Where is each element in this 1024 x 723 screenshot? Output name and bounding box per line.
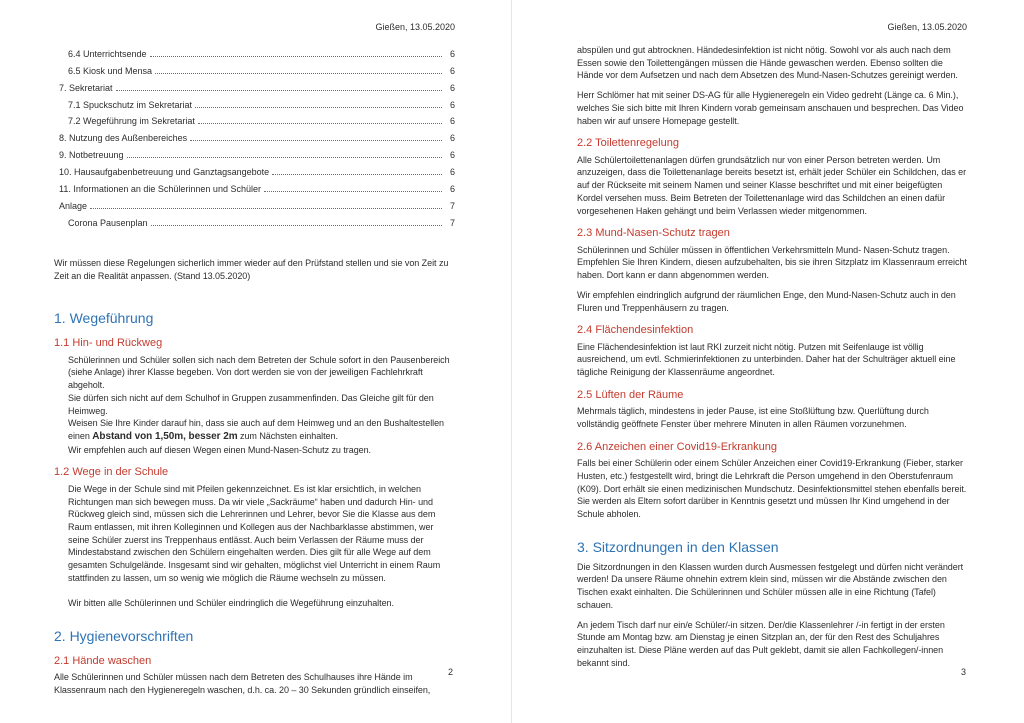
section-heading-wegefuehrung: 1. Wegeführung: [54, 310, 154, 327]
body-paragraph: Alle Schülertoilettenanlagen dürfen grundsätzlich nur von einer Person betreten werden. Um anzuzeigen, dass die Toilettenanlage bereits besetzt ist, erhält jeder Schüler ein Schildchen, das er auf der Rückseite mit seinem Namen und seiner Klasse beschriftet und mit einer beigefügten Kordel versehen muss. Beim Betreten der Toilettenanlage wird das Schildchen an einen dafür vorgesehenen Haken gehängt und beim Verlassen wieder mitgenommen.: [577, 154, 967, 216]
subsection-heading-2-4: 2.4 Flächendesinfektion: [577, 324, 694, 337]
toc-item-label: 6.5 Kiosk und Mensa: [68, 65, 153, 76]
toc-item-label: 6.4 Unterrichtsende: [68, 48, 147, 59]
table-of-contents: [54, 43, 455, 229]
toc-item: [54, 60, 455, 77]
toc-dot-leader: [272, 174, 442, 175]
bold-distance-rule: Abstand von 1,50m, besser 2m: [92, 430, 238, 442]
toc-item: [54, 195, 455, 212]
section-heading-hygienevorschriften: 2. Hygienevorschriften: [54, 627, 194, 644]
toc-dot-leader: [264, 191, 442, 192]
toc-dot-leader: [190, 140, 442, 141]
header-date: Gießen, 13.05.2020: [887, 22, 967, 32]
toc-dot-leader: [150, 56, 442, 57]
toc-item: [54, 43, 455, 60]
body-paragraph: Herr Schlömer hat mit seiner DS-AG für alle Hygieneregeln ein Video gedreht (Länge ca. 6 Min.), welches Sie sich bitte mit Ihren Kindern vorab gemeinsam anschauen und besprechen. Das Video haben wir auf unsere Homepage gestellt.: [577, 90, 964, 126]
toc-item-label: 7.1 Spuckschutz im Sekretariat: [68, 99, 193, 110]
toc-item-label: 7.2 Wegeführung im Sekretariat: [68, 116, 195, 127]
body-paragraph: Die Wege in der Schule sind mit Pfeilen gekennzeichnet. Es ist klar ersichtlich, in welchen Richtungen man sich bewegen muss. Da wir viele „Sackräume“ haben und dadurch Hin- und Rückweg gleich sind, müssen sich die Lehrerinnen und Lehrer, bevor Sie die Klasse aus dem Raum entlassen, mit ihren Kolleginnen und Kollegen aus der Nachbarklasse abstimmen, wer seine Schüler zuerst ins Treppenhaus entlässt. Auch beim Verlassen der Räume muss der Mindestabstand zwischen den Schülern eingehalten werden. Dies gilt für alle Wege auf dem gesamten Schulgelände. Insgesamt sind wir gehalten, möglichst viel Unterricht in einem Raum stattfinden zu lassen, um so wenig wie möglich die Räume wechseln zu müssen.: [68, 483, 441, 583]
toc-dot-leader: [151, 225, 442, 226]
body-paragraph: Falls bei einer Schülerin oder einem Schüler Anzeichen einer Covid19-Erkrankung (Fieber, starker Husten, etc.) festgestellt wird, bringt die Lehrkraft die Person umgehend in den Oberstufenraum (K09). Dort erhält sie einen medizinischen Mundschutz. Desinfektionsmittel stehen ebenfalls bereit. Sie werden als Eltern sofort darüber in Kenntnis gesetzt und müssen Ihr Kind umgehend in der Schule abholen.: [577, 458, 967, 520]
toc-item-label: 10. Hausaufgabenbetreuung und Ganztagsangebote: [59, 167, 270, 178]
body-paragraph: [68, 417, 455, 443]
subsection-heading-2-6: 2.6 Anzeichen einer Covid19-Erkrankung: [577, 440, 777, 453]
toc-item: [54, 178, 455, 195]
toc-page-number: 6: [449, 184, 455, 195]
body-paragraph: Alle Schülerinnen und Schüler müssen nach dem Betreten des Schulhauses ihre Hände im Klassenraum nach den Hygieneregeln waschen, d.h. ca. 20 – 30 Sekunden gründlich einseifen,: [54, 672, 431, 696]
page-number: 2: [447, 667, 453, 677]
toc-item-label: 7. Sekretariat: [59, 82, 113, 93]
body-paragraph: An jedem Tisch darf nur ein/e Schüler/-in sitzen. Der/die Klassenlehrer /-in fertigt in der ersten Stunde am Montag bzw. am Dienstag je einen Sitzplan an, der für den Rest des Schuljahres einzuhalten ist. Diese Pläne werden auf das Pult geklebt, damit sie allen Fachkollegen/-innen bekannt sind.: [577, 619, 945, 668]
toc-item: [54, 111, 455, 128]
body-paragraph: Wir empfehlen auch auf diesen Wegen einen Mund-Nasen-Schutz zu tragen.: [68, 444, 372, 455]
body-paragraph: Schülerinnen und Schüler müssen in öffentlichen Verkehrsmitteln Mund- Nasen-Schutz tragen. Empfehlen Sie Ihren Kindern, diesen aufzubehalten, bis sie ihren Sitzplatz im Klassenraum erreicht haben. Dort kann er dann abgenommen werden.: [577, 244, 967, 281]
body-text: Weisen Sie Ihre Kinder darauf hin, dass sie auch auf dem Heimweg und an den Bushaltestellen einen: [68, 418, 445, 441]
header-date: Gießen, 13.05.2020: [375, 22, 455, 32]
subsection-heading-2-3: 2.3 Mund-Nasen-Schutz tragen: [577, 227, 730, 240]
toc-item: [54, 94, 455, 111]
body-paragraph: Sie dürfen sich nicht auf dem Schulhof in Gruppen zusammenfinden. Das Gleiche gilt für den Heimweg.: [68, 392, 434, 416]
body-paragraph: Eine Flächendesinfektion ist laut RKI zurzeit nicht nötig. Putzen mit Seifenlauge ist völlig ausreichend, um evtl. Schmierinfektionen zu unterbinden. Daher hat der Schulträger aktuell eine tägliche Reinigung der Klassenräume angeordnet.: [577, 341, 956, 378]
toc-page-number: 6: [449, 65, 455, 76]
subsection-heading-2-2: 2.2 Toilettenregelung: [577, 137, 679, 150]
toc-item-label: 8. Nutzung des Außenbereiches: [59, 133, 188, 144]
toc-dot-leader: [127, 157, 442, 158]
body-paragraph: Wir bitten alle Schülerinnen und Schüler eindringlich die Wegeführung einzuhalten.: [68, 598, 394, 609]
toc-dot-leader: [155, 73, 442, 74]
page-number: 3: [960, 667, 966, 677]
toc-page-number: 7: [449, 200, 455, 211]
subsection-heading-1-1: 1.1 Hin- und Rückweg: [54, 337, 163, 350]
body-paragraph: Wir empfehlen eindringlich aufgrund der räumlichen Enge, den Mund-Nasen-Schutz auch in den Fluren und Treppenhäusern zu tragen.: [577, 289, 956, 313]
toc-dot-leader: [195, 107, 442, 108]
subsection-heading-2-1: 2.1 Hände waschen: [54, 654, 152, 667]
body-text: zum Nächsten einhalten.: [237, 430, 338, 441]
page-3: [512, 0, 1024, 723]
toc-page-number: 6: [449, 116, 455, 127]
toc-item-label: Anlage: [59, 200, 88, 211]
section-heading-sitzordnungen: 3. Sitzordnungen in den Klassen: [577, 538, 779, 555]
toc-item-label: Corona Pausenplan: [68, 217, 148, 228]
toc-item: [54, 127, 455, 144]
toc-item: [54, 212, 455, 229]
toc-dot-leader: [90, 208, 442, 209]
body-paragraph: Die Sitzordnungen in den Klassen wurden durch Ausmessen festgelegt und dürfen nicht verändert werden! Da unsere Räume ohnehin extrem klein sind, müssen wir die Abstände zwischen den Tischen exakt einhalten. Die Schülerinnen und Schüler müssen alle in eine Richtung (Tafel) schauen.: [577, 561, 964, 610]
intro-paragraph: Wir müssen diese Regelungen sicherlich immer wieder auf den Prüfstand stellen und sie von Zeit zu Zeit an die Realität anpassen. (Stand 13.05.2020): [54, 257, 449, 281]
subsection-heading-2-5: 2.5 Lüften der Räume: [577, 388, 684, 401]
toc-item-label: 11. Informationen an die Schülerinnen und Schüler: [59, 184, 261, 195]
toc-item: [54, 77, 455, 94]
body-paragraph: Mehrmals täglich, mindestens in jeder Pause, ist eine Stoßlüftung bzw. Querlüftung durch vollständig geöffnete Fenster über mehrere Minuten in allen Räumen vorzunehmen.: [577, 406, 929, 430]
toc-page-number: 6: [449, 82, 455, 93]
toc-page-number: 7: [449, 217, 455, 228]
body-paragraph: Schülerinnen und Schüler sollen sich nach dem Betreten der Schule sofort in den Pausenbereich (siehe Anlage) ihrer Klasse begeben. Von dort werden sie von der jeweiligen Fachlehrkraft abgeholt.: [68, 354, 450, 391]
toc-item: [54, 144, 455, 161]
subsection-heading-1-2: 1.2 Wege in der Schule: [54, 466, 169, 479]
toc-page-number: 6: [449, 133, 455, 144]
toc-item-label: 9. Notbetreuung: [59, 150, 124, 161]
toc-page-number: 6: [449, 150, 455, 161]
toc-dot-leader: [198, 123, 442, 124]
toc-page-number: 6: [449, 99, 455, 110]
toc-dot-leader: [116, 90, 442, 91]
toc-page-number: 6: [449, 167, 455, 178]
body-paragraph: abspülen und gut abtrocknen. Händedesinfektion ist nicht nötig. Sowohl vor als auch nach dem Essen sowie den Toilettengängen müssen die Hände gewaschen werden. Ebenso sollten die Hände vor dem Aufsetzen und nach dem Absetzen des Mund-Nasen-Schutzes gereinigt werden.: [577, 45, 958, 81]
toc-page-number: 6: [449, 48, 455, 59]
toc-item: [54, 161, 455, 178]
